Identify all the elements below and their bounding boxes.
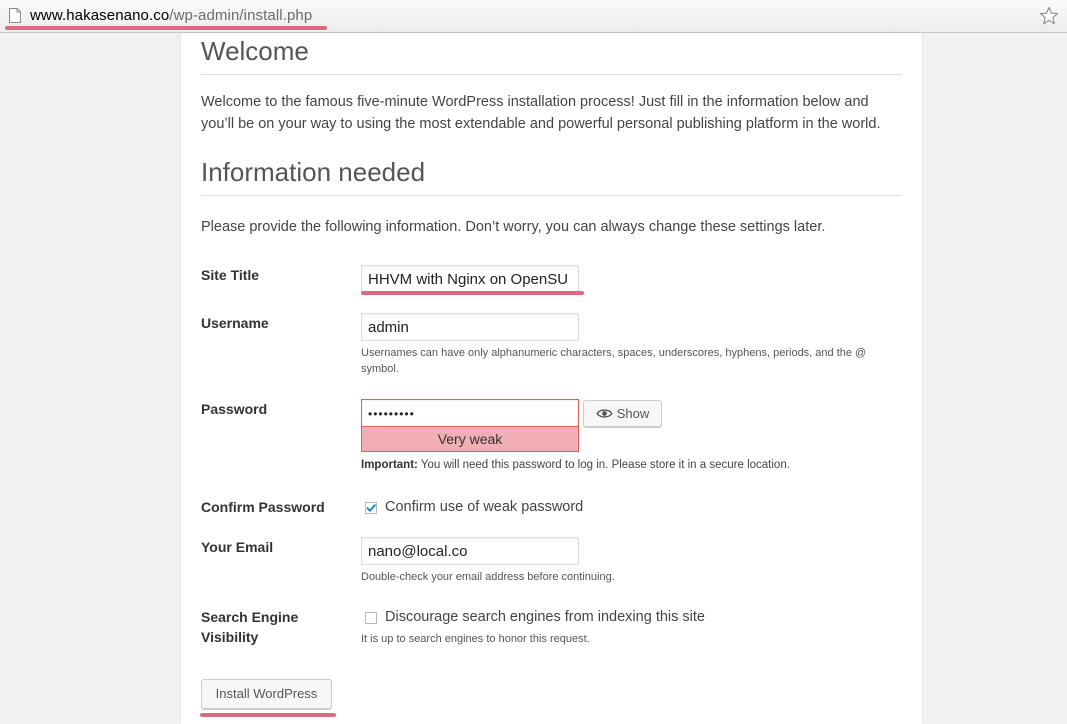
show-password-label: Show — [616, 406, 650, 421]
install-panel — [181, 33, 922, 724]
url-highlight — [5, 26, 327, 30]
important-label: Important: — [361, 459, 418, 471]
show-password-button[interactable] — [583, 400, 662, 427]
site-title-highlight — [361, 291, 584, 295]
discourage-search-checkbox[interactable] — [365, 612, 377, 624]
welcome-text: Welcome to the famous five-minute WordPress installation process! Just fill in the information below and you’ll be on your way to using the most extendable and powerful personal publishing platform in the world. — [201, 94, 881, 132]
url-path: /wp-admin/install.php — [169, 7, 313, 24]
divider — [201, 74, 902, 75]
discourage-search-text: Discourage search engines from indexing this site — [385, 609, 705, 625]
search-visibility-hint: It is up to search engines to honor this request. — [361, 633, 590, 645]
password-important-note — [361, 457, 790, 473]
site-title-label: Site Title — [201, 267, 260, 283]
welcome-heading: Welcome — [201, 36, 309, 66]
search-visibility-label-line1: Search Engine — [201, 609, 299, 625]
url-field[interactable] — [30, 7, 312, 24]
site-title-input[interactable]: HHVM with Nginx on OpenSU — [361, 265, 579, 293]
install-wordpress-button[interactable]: Install WordPress — [201, 679, 332, 709]
star-icon[interactable] — [1039, 6, 1059, 26]
info-text: Please provide the following information. Don’t worry, you can always change these settings later. — [201, 219, 826, 235]
search-visibility-label-line2: Visibility — [201, 629, 259, 645]
password-input[interactable]: ••••••••• — [361, 399, 579, 427]
email-hint: Double-check your email address before continuing. — [361, 571, 615, 583]
password-label: Password — [201, 401, 268, 417]
checkmark-icon — [365, 502, 377, 514]
confirm-password-label: Confirm Password — [201, 499, 325, 515]
eye-icon — [596, 408, 613, 419]
install-button-highlight — [200, 713, 336, 717]
password-strength-meter: Very weak — [361, 427, 579, 452]
divider — [201, 195, 902, 196]
search-visibility-label — [201, 607, 298, 647]
page-icon — [9, 8, 21, 23]
info-heading: Information needed — [201, 157, 426, 187]
username-label: Username — [201, 315, 269, 331]
confirm-weak-password-text: Confirm use of weak password — [385, 499, 584, 515]
email-input[interactable]: nano@local.co — [361, 537, 579, 565]
email-label: Your Email — [201, 539, 274, 555]
url-host: www.hakasenano.co — [30, 7, 170, 24]
username-hint: Usernames can have only alphanumeric characters, spaces, underscores, hyphens, periods, and the @ symbol. — [361, 347, 867, 375]
important-text: You will need this password to log in. Please store it in a secure location. — [417, 459, 790, 471]
confirm-weak-password-checkbox[interactable] — [365, 502, 377, 514]
username-input[interactable]: admin — [361, 313, 579, 341]
